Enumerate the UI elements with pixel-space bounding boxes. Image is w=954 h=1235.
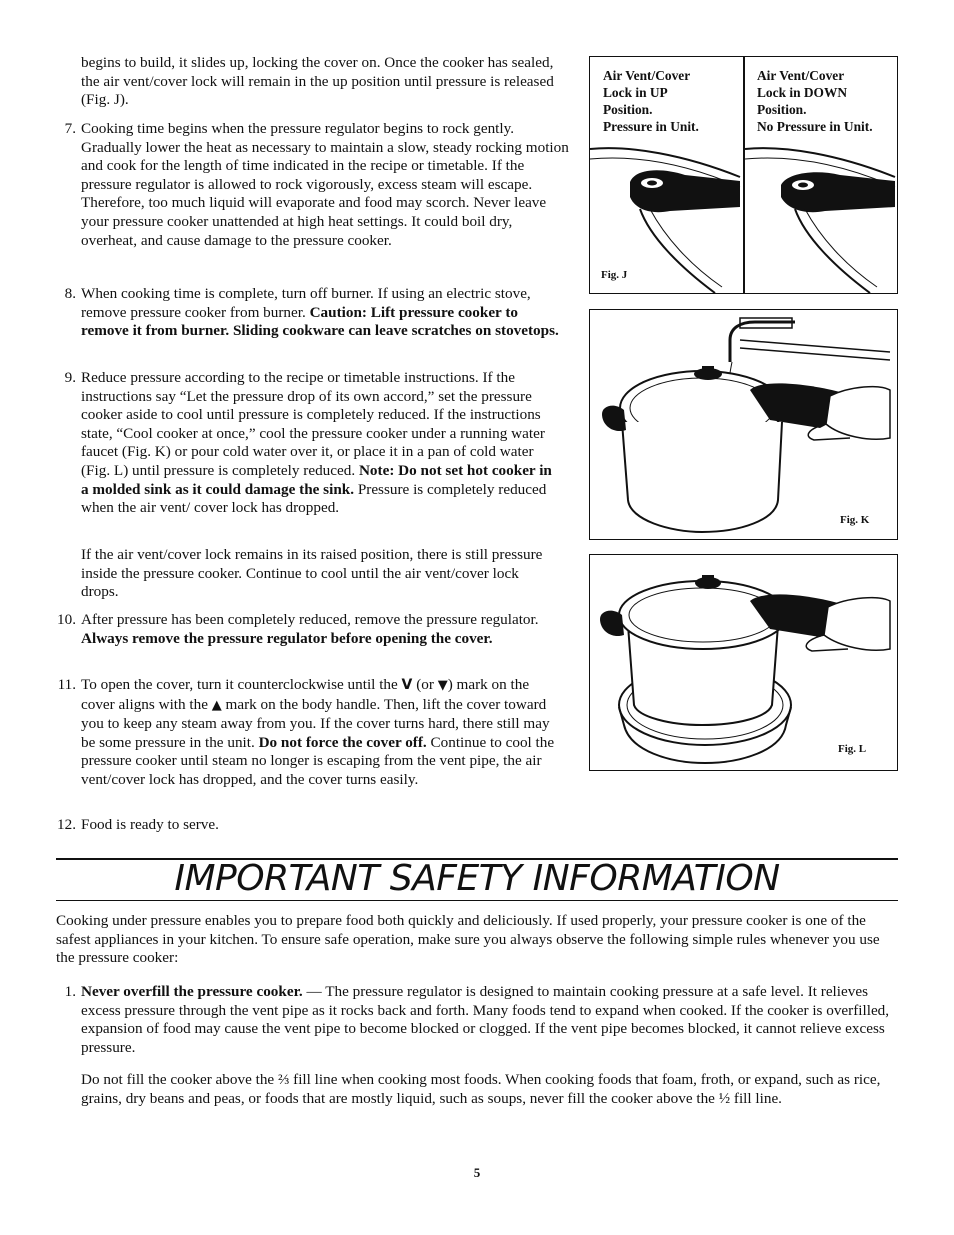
safety-item-1-paragraph-2: Do not fill the cooker above the ⅔ fill line when cooking most foods. When cooking foods that foam, froth, or expand, such as rice, grains, dry beans and peas, or foods that are mostly liquid, such as soups, never fill the cooker above the ½ fill line. (81, 1071, 881, 1107)
step-text: Reduce pressure according to the recipe or timetable instructions. If the instructions say “Let the pressure drop of its own accord,” set the pressure cooker aside to cool until pressure is completely reduced. If the instructions state, “Cool cooker at once,” cool the pressure cooker under a running water faucet (Fig. K) or pour cold water over it, or place it in a pan of cold water (Fig. L) until pressure is completely reduced. Note: Do not set hot cooker in a molded sink as it could damage the sink. Pressure is completely reduced when the air vent/ cover lock has dropped. (81, 369, 552, 517)
cooker-in-cold-water-illustration (590, 555, 896, 769)
item-title: Never overfill the pressure cooker. (81, 983, 303, 1000)
fig-j-label: Fig. J (601, 269, 628, 281)
section-heading: IMPORTANT SAFETY INFORMATION (174, 858, 780, 899)
note-text: Note: Do not set hot cooker in a molded sink as it could damage the sink. (81, 461, 552, 498)
figure-k (589, 309, 898, 540)
step-number: 9. (64, 369, 76, 386)
step-text: To open the cover, turn it counterclockwise until the V (or ▼) mark on the cover aligns with the ▲ mark on the body handle. Then, lift the cover toward you to keep any steam away from you. If the cover turns hard, there still may be some pressure in the unit. Do not force the cover off. Continue to cool the pressure cooker until steam no longer is escaping from the vent pipe, the air vent/cover lock has dropped, and the cover turns easily. (81, 676, 555, 788)
step-number: 11. (57, 676, 76, 693)
down-triangle-icon: ▼ (437, 678, 448, 693)
warning-text: Always remove the pressure regulator before opening the cover. (81, 629, 493, 647)
step-text: When cooking time is complete, turn off burner. If using an electric stove, remove pressure cooker from burner. Caution: Lift pressure cooker to remove it from burner. Sliding cookware can leave scratches on stovetops. (81, 285, 559, 340)
step-9-paragraph-2: If the air vent/cover lock remains in its raised position, there is still pressure inside the pressure cooker. Continue to cool until the air vent/cover lock drops. (81, 546, 543, 601)
step-text: After pressure has been completely reduced, remove the pressure regulator. Always remove the pressure regulator before opening the cover. (81, 611, 539, 647)
step-6-continuation: begins to build, it slides up, locking the cover on. Once the cooker has sealed, the air vent/cover lock will remain in the up position until pressure is released (Fig. J). (81, 54, 554, 109)
step-number: 10. (57, 611, 76, 628)
safety-intro: Cooking under pressure enables you to prepare food both quickly and deliciously. If used properly, your pressure cooker is one of the safest appliances in your kitchen. To ensure safe operation, make sure you always observe the following simple rules whenever you use the pressure cooker: (56, 912, 880, 967)
fig-j-right-caption: Air Vent/Cover Lock in DOWN Position. No Pressure in Unit. (757, 68, 873, 134)
v-mark-glyph: V (401, 677, 413, 693)
item-text: Never overfill the pressure cooker. — The pressure regulator is designed to maintain cooking pressure at a safe level. It relieves excess pressure through the vent pipe as it rocks back and forth. Many foods tend to expand when cooked. If the cooker is overfilled, expansion of food may cause the vent pipe to become blocked or clogged. If the vent pipe becomes blocked, it cannot relieve excess pressure. (81, 983, 890, 1056)
fig-j-left-caption: Air Vent/Cover Lock in UP Position. Pressure in Unit. (603, 68, 699, 134)
fig-k-label: Fig. K (840, 514, 870, 526)
fig-l-label: Fig. L (838, 743, 867, 755)
item-number: 1. (64, 983, 76, 1000)
page-number: 5 (473, 1165, 481, 1180)
step-number: 8. (64, 285, 76, 302)
up-triangle-icon: ▲ (211, 697, 222, 713)
figure-j (589, 56, 898, 294)
step-text: Cooking time begins when the pressure regulator begins to rock gently. Gradually lower the heat as necessary to maintain a slow, steady rocking motion and cook for the length of time indicated in the recipe or timetable. If the pressure regulator is allowed to rock vigorously, excess steam will escape. Therefore, too much liquid will evaporate and food may scorch. Never leave your pressure cooker unattended at high heat settings. It could boil dry, overheat, and cause damage to the pressure cooker. (81, 120, 569, 249)
cooker-under-faucet-illustration (590, 310, 896, 538)
caution-text: Caution: Lift pressure cooker to remove it from burner. Sliding cookware can leave scratches on stovetops. (81, 303, 559, 340)
step-number: 12. (57, 816, 76, 833)
heading-bottom-rule (56, 900, 898, 901)
step-number: 7. (64, 120, 76, 137)
figure-l (589, 554, 898, 771)
handle-lock-down-illustration (745, 137, 897, 293)
warning-text: Do not force the cover off. (258, 733, 427, 751)
step-text: Food is ready to serve. (81, 816, 219, 833)
